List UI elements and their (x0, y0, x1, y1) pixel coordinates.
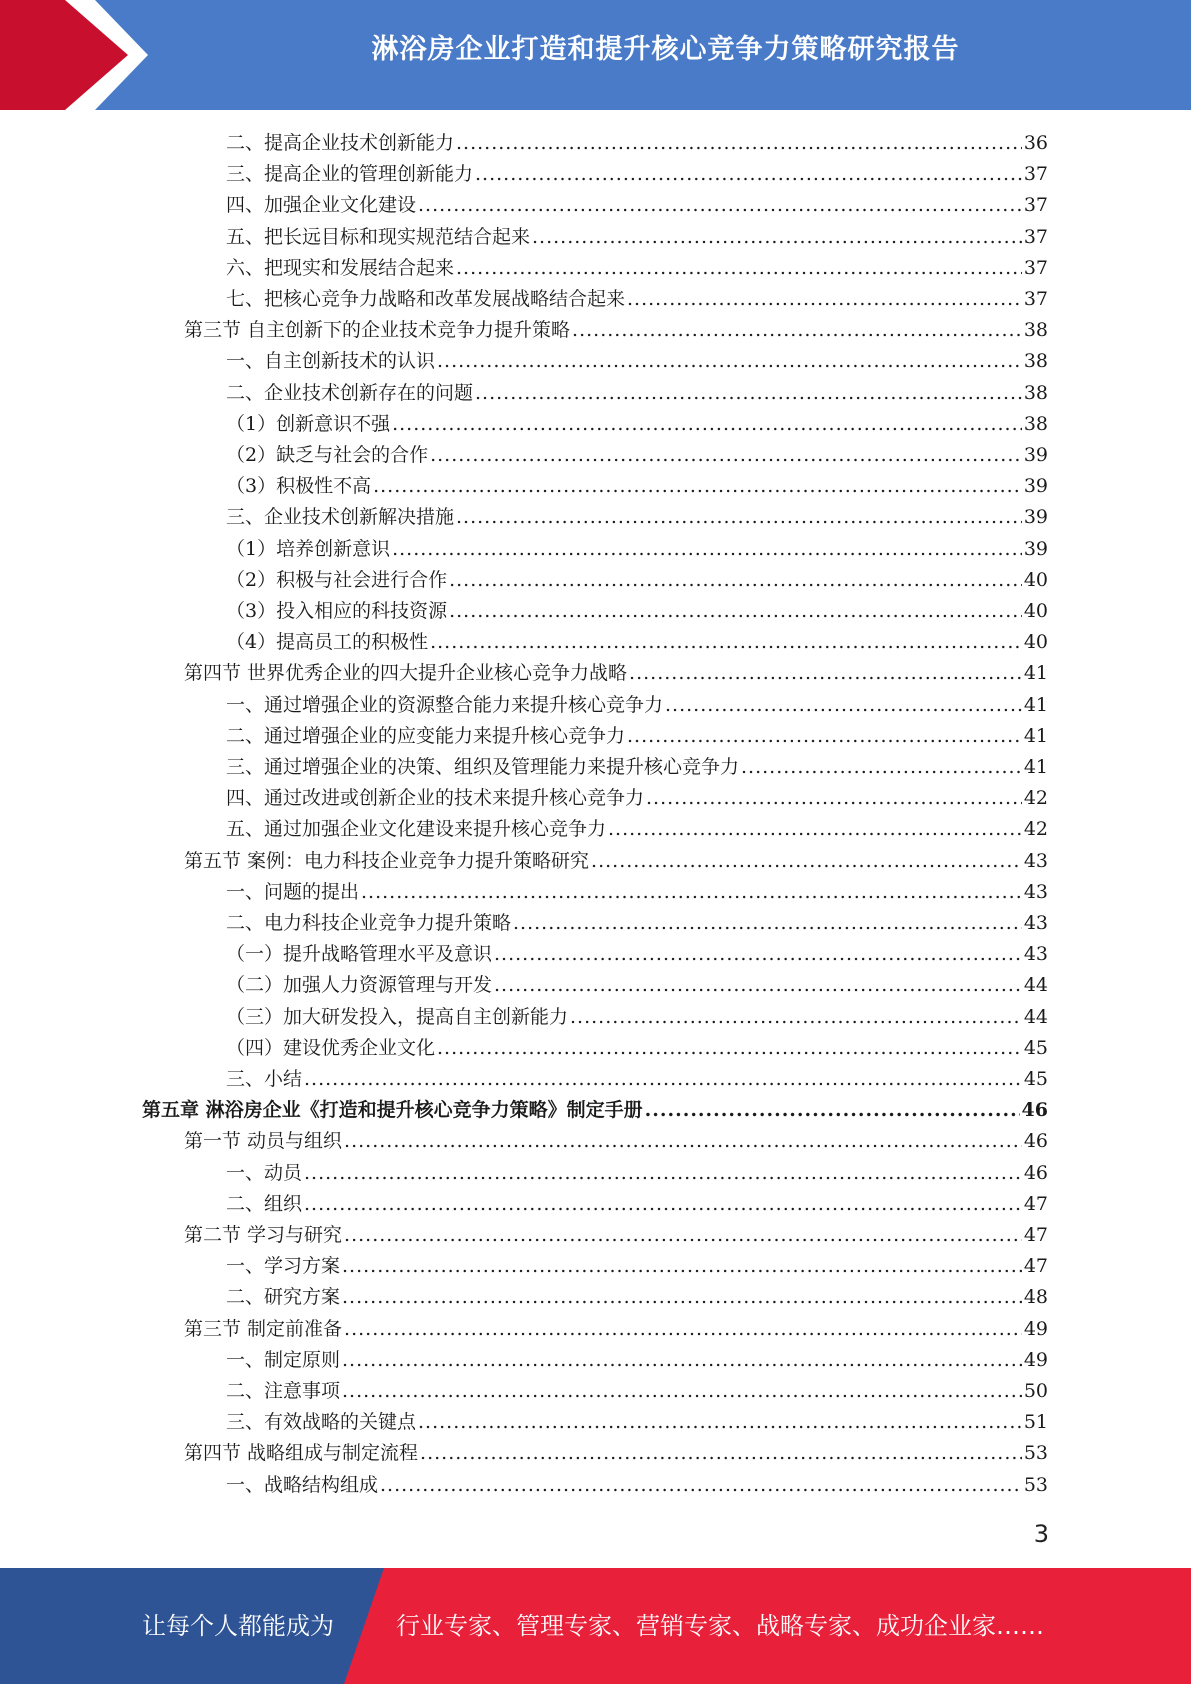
toc-entry-title: （2）积极与社会进行合作 (226, 569, 448, 591)
toc-entry-title: 第三节 制定前准备 (184, 1318, 343, 1340)
toc-entry-page: 51 (1023, 1411, 1048, 1433)
toc-subsection-entry[interactable] (226, 1189, 1048, 1220)
toc-subsection-entry[interactable] (226, 409, 1048, 440)
toc-subsection-entry[interactable] (226, 1033, 1048, 1064)
toc-entry-title: 第二节 学习与研究 (184, 1224, 343, 1246)
toc-subsection-entry[interactable] (226, 1064, 1048, 1095)
toc-subsection-entry[interactable] (226, 378, 1048, 409)
toc-dot-leader (342, 1282, 1022, 1313)
toc-entry-page: 42 (1023, 818, 1048, 840)
toc-entry-title: 三、有效战略的关键点 (226, 1411, 417, 1433)
toc-subsection-entry[interactable] (226, 627, 1048, 658)
toc-section-entry[interactable] (184, 1438, 1048, 1469)
toc-subsection-entry[interactable] (226, 908, 1048, 939)
toc-entry-page: 50 (1023, 1380, 1048, 1402)
toc-entry-title: 第三节 自主创新下的企业技术竞争力提升策略 (184, 319, 571, 341)
toc-entry-page: 46 (1021, 1099, 1048, 1121)
toc-section-entry[interactable] (184, 1220, 1048, 1251)
toc-dot-leader (572, 315, 1022, 346)
toc-chapter-entry[interactable] (142, 1095, 1048, 1126)
toc-subsection-entry[interactable] (226, 128, 1048, 159)
toc-dot-leader (456, 128, 1022, 159)
toc-subsection-entry[interactable] (226, 440, 1048, 471)
toc-dot-leader (608, 814, 1022, 845)
toc-subsection-entry[interactable] (226, 284, 1048, 315)
toc-entry-page: 47 (1023, 1224, 1048, 1246)
toc-subsection-entry[interactable] (226, 939, 1048, 970)
toc-subsection-entry[interactable] (226, 1470, 1048, 1501)
toc-dot-leader (591, 846, 1022, 877)
toc-entry-page: 38 (1023, 350, 1048, 372)
toc-subsection-entry[interactable] (226, 1376, 1048, 1407)
toc-entry-page: 43 (1023, 912, 1048, 934)
toc-dot-leader (342, 1345, 1022, 1376)
toc-dot-leader (627, 284, 1022, 315)
toc-entry-page: 49 (1023, 1349, 1048, 1371)
toc-entry-page: 45 (1023, 1037, 1048, 1059)
toc-entry-title: 四、加强企业文化建设 (226, 194, 417, 216)
toc-entry-page: 43 (1023, 881, 1048, 903)
toc-subsection-entry[interactable] (226, 222, 1048, 253)
toc-dot-leader (494, 970, 1022, 1001)
toc-subsection-entry[interactable] (226, 502, 1048, 533)
toc-entry-title: 三、小结 (226, 1068, 303, 1090)
toc-entry-title: （二）加强人力资源管理与开发 (226, 974, 493, 996)
toc-entry-title: （4）提高员工的积极性 (226, 631, 429, 653)
toc-dot-leader (430, 627, 1022, 658)
report-title: 淋浴房企业打造和提升核心竞争力策略研究报告 (371, 34, 960, 65)
toc-entry-page: 42 (1023, 787, 1048, 809)
toc-entry-page: 41 (1023, 725, 1048, 747)
toc-entry-title: 七、把核心竞争力战略和改革发展战略结合起来 (226, 288, 626, 310)
toc-entry-page: 44 (1023, 1006, 1048, 1028)
toc-entry-title: （四）建设优秀企业文化 (226, 1037, 436, 1059)
toc-entry-title: 一、动员 (226, 1162, 303, 1184)
toc-dot-leader (645, 1095, 1020, 1126)
toc-section-entry[interactable] (184, 1314, 1048, 1345)
toc-entry-title: 一、自主创新技术的认识 (226, 350, 436, 372)
toc-dot-leader (344, 1220, 1022, 1251)
toc-entry-page: 37 (1023, 194, 1048, 216)
toc-dot-leader (392, 409, 1022, 440)
toc-dot-leader (304, 1158, 1022, 1189)
toc-entry-page: 38 (1023, 382, 1048, 404)
toc-entry-page: 53 (1023, 1474, 1048, 1496)
toc-entry-page: 40 (1023, 569, 1048, 591)
toc-entry-title: （3）积极性不高 (226, 475, 372, 497)
toc-dot-leader (449, 596, 1022, 627)
toc-entry-title: 第四节 战略组成与制定流程 (184, 1442, 419, 1464)
toc-dot-leader (513, 908, 1022, 939)
footer-slogan-left: 让每个人都能成为 (142, 1612, 334, 1640)
toc-entry-title: 第五节 案例：电力科技企业竞争力提升策略研究 (184, 850, 590, 872)
toc-entry-title: 第一节 动员与组织 (184, 1130, 343, 1152)
toc-subsection-entry[interactable] (226, 690, 1048, 721)
toc-dot-leader (449, 565, 1022, 596)
toc-dot-leader (665, 690, 1022, 721)
toc-entry-page: 38 (1023, 319, 1048, 341)
toc-entry-page: 44 (1023, 974, 1048, 996)
toc-dot-leader (430, 440, 1022, 471)
toc-subsection-entry[interactable] (226, 565, 1048, 596)
toc-subsection-entry[interactable] (226, 253, 1048, 284)
toc-dot-leader (392, 534, 1022, 565)
toc-subsection-entry[interactable] (226, 534, 1048, 565)
toc-entry-title: 第五章 淋浴房企业《打造和提升核心竞争力策略》制定手册 (142, 1099, 643, 1121)
toc-subsection-entry[interactable] (226, 814, 1048, 845)
toc-dot-leader (475, 378, 1022, 409)
toc-entry-page: 49 (1023, 1318, 1048, 1340)
toc-entry-title: 一、通过增强企业的资源整合能力来提升核心竞争力 (226, 694, 664, 716)
toc-subsection-entry[interactable] (226, 596, 1048, 627)
toc-entry-title: 二、企业技术创新存在的问题 (226, 382, 474, 404)
toc-entry-title: 六、把现实和发展结合起来 (226, 257, 455, 279)
toc-dot-leader (373, 471, 1022, 502)
page-number: 3 (1033, 1520, 1049, 1548)
toc-subsection-entry[interactable] (226, 346, 1048, 377)
toc-entry-page: 36 (1023, 132, 1048, 154)
toc-entry-page: 37 (1023, 288, 1048, 310)
toc-entry-page: 41 (1023, 662, 1048, 684)
toc-entry-page: 37 (1023, 226, 1048, 248)
report-header-band (0, 0, 1191, 110)
toc-subsection-entry[interactable] (226, 1407, 1048, 1438)
toc-entry-title: 二、注意事项 (226, 1380, 341, 1402)
toc-entry-page: 41 (1023, 694, 1048, 716)
toc-entry-page: 37 (1023, 257, 1048, 279)
toc-entry-title: 五、通过加强企业文化建设来提升核心竞争力 (226, 818, 607, 840)
toc-dot-leader (456, 502, 1022, 533)
toc-entry-title: （一）提升战略管理水平及意识 (226, 943, 493, 965)
toc-entry-page: 46 (1023, 1162, 1048, 1184)
slogan-footer-band (0, 1568, 1191, 1684)
toc-entry-title: （三）加大研发投入，提高自主创新能力 (226, 1006, 569, 1028)
toc-entry-title: 第四节 世界优秀企业的四大提升企业核心竞争力战略 (184, 662, 628, 684)
toc-entry-title: 四、通过改进或创新企业的技术来提升核心竞争力 (226, 787, 645, 809)
toc-entry-page: 39 (1023, 506, 1048, 528)
toc-entry-page: 39 (1023, 538, 1048, 560)
toc-subsection-entry[interactable] (226, 970, 1048, 1001)
toc-dot-leader (304, 1064, 1022, 1095)
toc-entry-page: 37 (1023, 163, 1048, 185)
toc-dot-leader (342, 1251, 1022, 1282)
toc-subsection-entry[interactable] (226, 1002, 1048, 1033)
toc-subsection-entry[interactable] (226, 1251, 1048, 1282)
toc-section-entry[interactable] (184, 315, 1048, 346)
toc-subsection-entry[interactable] (226, 1158, 1048, 1189)
toc-entry-title: （2）缺乏与社会的合作 (226, 444, 429, 466)
toc-dot-leader (741, 752, 1022, 783)
toc-dot-leader (532, 222, 1022, 253)
toc-dot-leader (304, 1189, 1022, 1220)
toc-subsection-entry[interactable] (226, 190, 1048, 221)
toc-entry-title: 二、通过增强企业的应变能力来提升核心竞争力 (226, 725, 626, 747)
toc-entry-title: 二、研究方案 (226, 1286, 341, 1308)
toc-entry-title: 二、提高企业技术创新能力 (226, 132, 455, 154)
toc-entry-title: 一、战略结构组成 (226, 1474, 379, 1496)
footer-slogan-right: 行业专家、管理专家、营销专家、战略专家、成功企业家…… (396, 1612, 1044, 1640)
toc-dot-leader (627, 721, 1022, 752)
toc-entry-title: 一、学习方案 (226, 1255, 341, 1277)
toc-dot-leader (342, 1376, 1022, 1407)
toc-dot-leader (570, 1002, 1022, 1033)
toc-dot-leader (646, 783, 1022, 814)
toc-entry-title: 二、电力科技企业竞争力提升策略 (226, 912, 512, 934)
toc-entry-title: 一、问题的提出 (226, 881, 360, 903)
toc-dot-leader (456, 253, 1022, 284)
toc-entry-page: 48 (1023, 1286, 1048, 1308)
toc-entry-page: 46 (1023, 1130, 1048, 1152)
toc-entry-page: 39 (1023, 475, 1048, 497)
toc-entry-title: 一、制定原则 (226, 1349, 341, 1371)
toc-subsection-entry[interactable] (226, 159, 1048, 190)
toc-entry-page: 47 (1023, 1193, 1048, 1215)
toc-entry-title: （1）创新意识不强 (226, 413, 391, 435)
toc-entry-title: （3）投入相应的科技资源 (226, 600, 448, 622)
toc-entry-title: （1）培养创新意识 (226, 538, 391, 560)
toc-dot-leader (361, 877, 1022, 908)
toc-entry-page: 53 (1023, 1442, 1048, 1464)
toc-dot-leader (629, 658, 1022, 689)
toc-subsection-entry[interactable] (226, 1282, 1048, 1313)
toc-section-entry[interactable] (184, 658, 1048, 689)
toc-entry-title: 五、把长远目标和现实规范结合起来 (226, 226, 531, 248)
toc-dot-leader (344, 1126, 1022, 1157)
toc-entry-page: 39 (1023, 444, 1048, 466)
toc-dot-leader (380, 1470, 1022, 1501)
toc-dot-leader (420, 1438, 1022, 1469)
toc-subsection-entry[interactable] (226, 471, 1048, 502)
chevron-logo-icon (0, 0, 170, 110)
toc-entry-title: 三、企业技术创新解决措施 (226, 506, 455, 528)
toc-section-entry[interactable] (184, 846, 1048, 877)
toc-subsection-entry[interactable] (226, 877, 1048, 908)
toc-dot-leader (437, 346, 1022, 377)
toc-entry-page: 43 (1023, 943, 1048, 965)
toc-entry-page: 40 (1023, 631, 1048, 653)
toc-entry-page: 45 (1023, 1068, 1048, 1090)
toc-subsection-entry[interactable] (226, 752, 1048, 783)
toc-entry-page: 38 (1023, 413, 1048, 435)
toc-entry-title: 三、通过增强企业的决策、组织及管理能力来提升核心竞争力 (226, 756, 740, 778)
toc-dot-leader (418, 190, 1022, 221)
toc-entry-page: 41 (1023, 756, 1048, 778)
toc-subsection-entry[interactable] (226, 1345, 1048, 1376)
toc-dot-leader (494, 939, 1022, 970)
toc-dot-leader (475, 159, 1022, 190)
toc-section-entry[interactable] (184, 1126, 1048, 1157)
toc-entry-title: 二、组织 (226, 1193, 303, 1215)
toc-entry-page: 43 (1023, 850, 1048, 872)
toc-dot-leader (437, 1033, 1022, 1064)
toc-entry-page: 40 (1023, 600, 1048, 622)
toc-dot-leader (418, 1407, 1022, 1438)
toc-subsection-entry[interactable] (226, 721, 1048, 752)
toc-subsection-entry[interactable] (226, 783, 1048, 814)
toc-entry-title: 三、提高企业的管理创新能力 (226, 163, 474, 185)
toc-entry-page: 47 (1023, 1255, 1048, 1277)
toc-dot-leader (344, 1314, 1022, 1345)
